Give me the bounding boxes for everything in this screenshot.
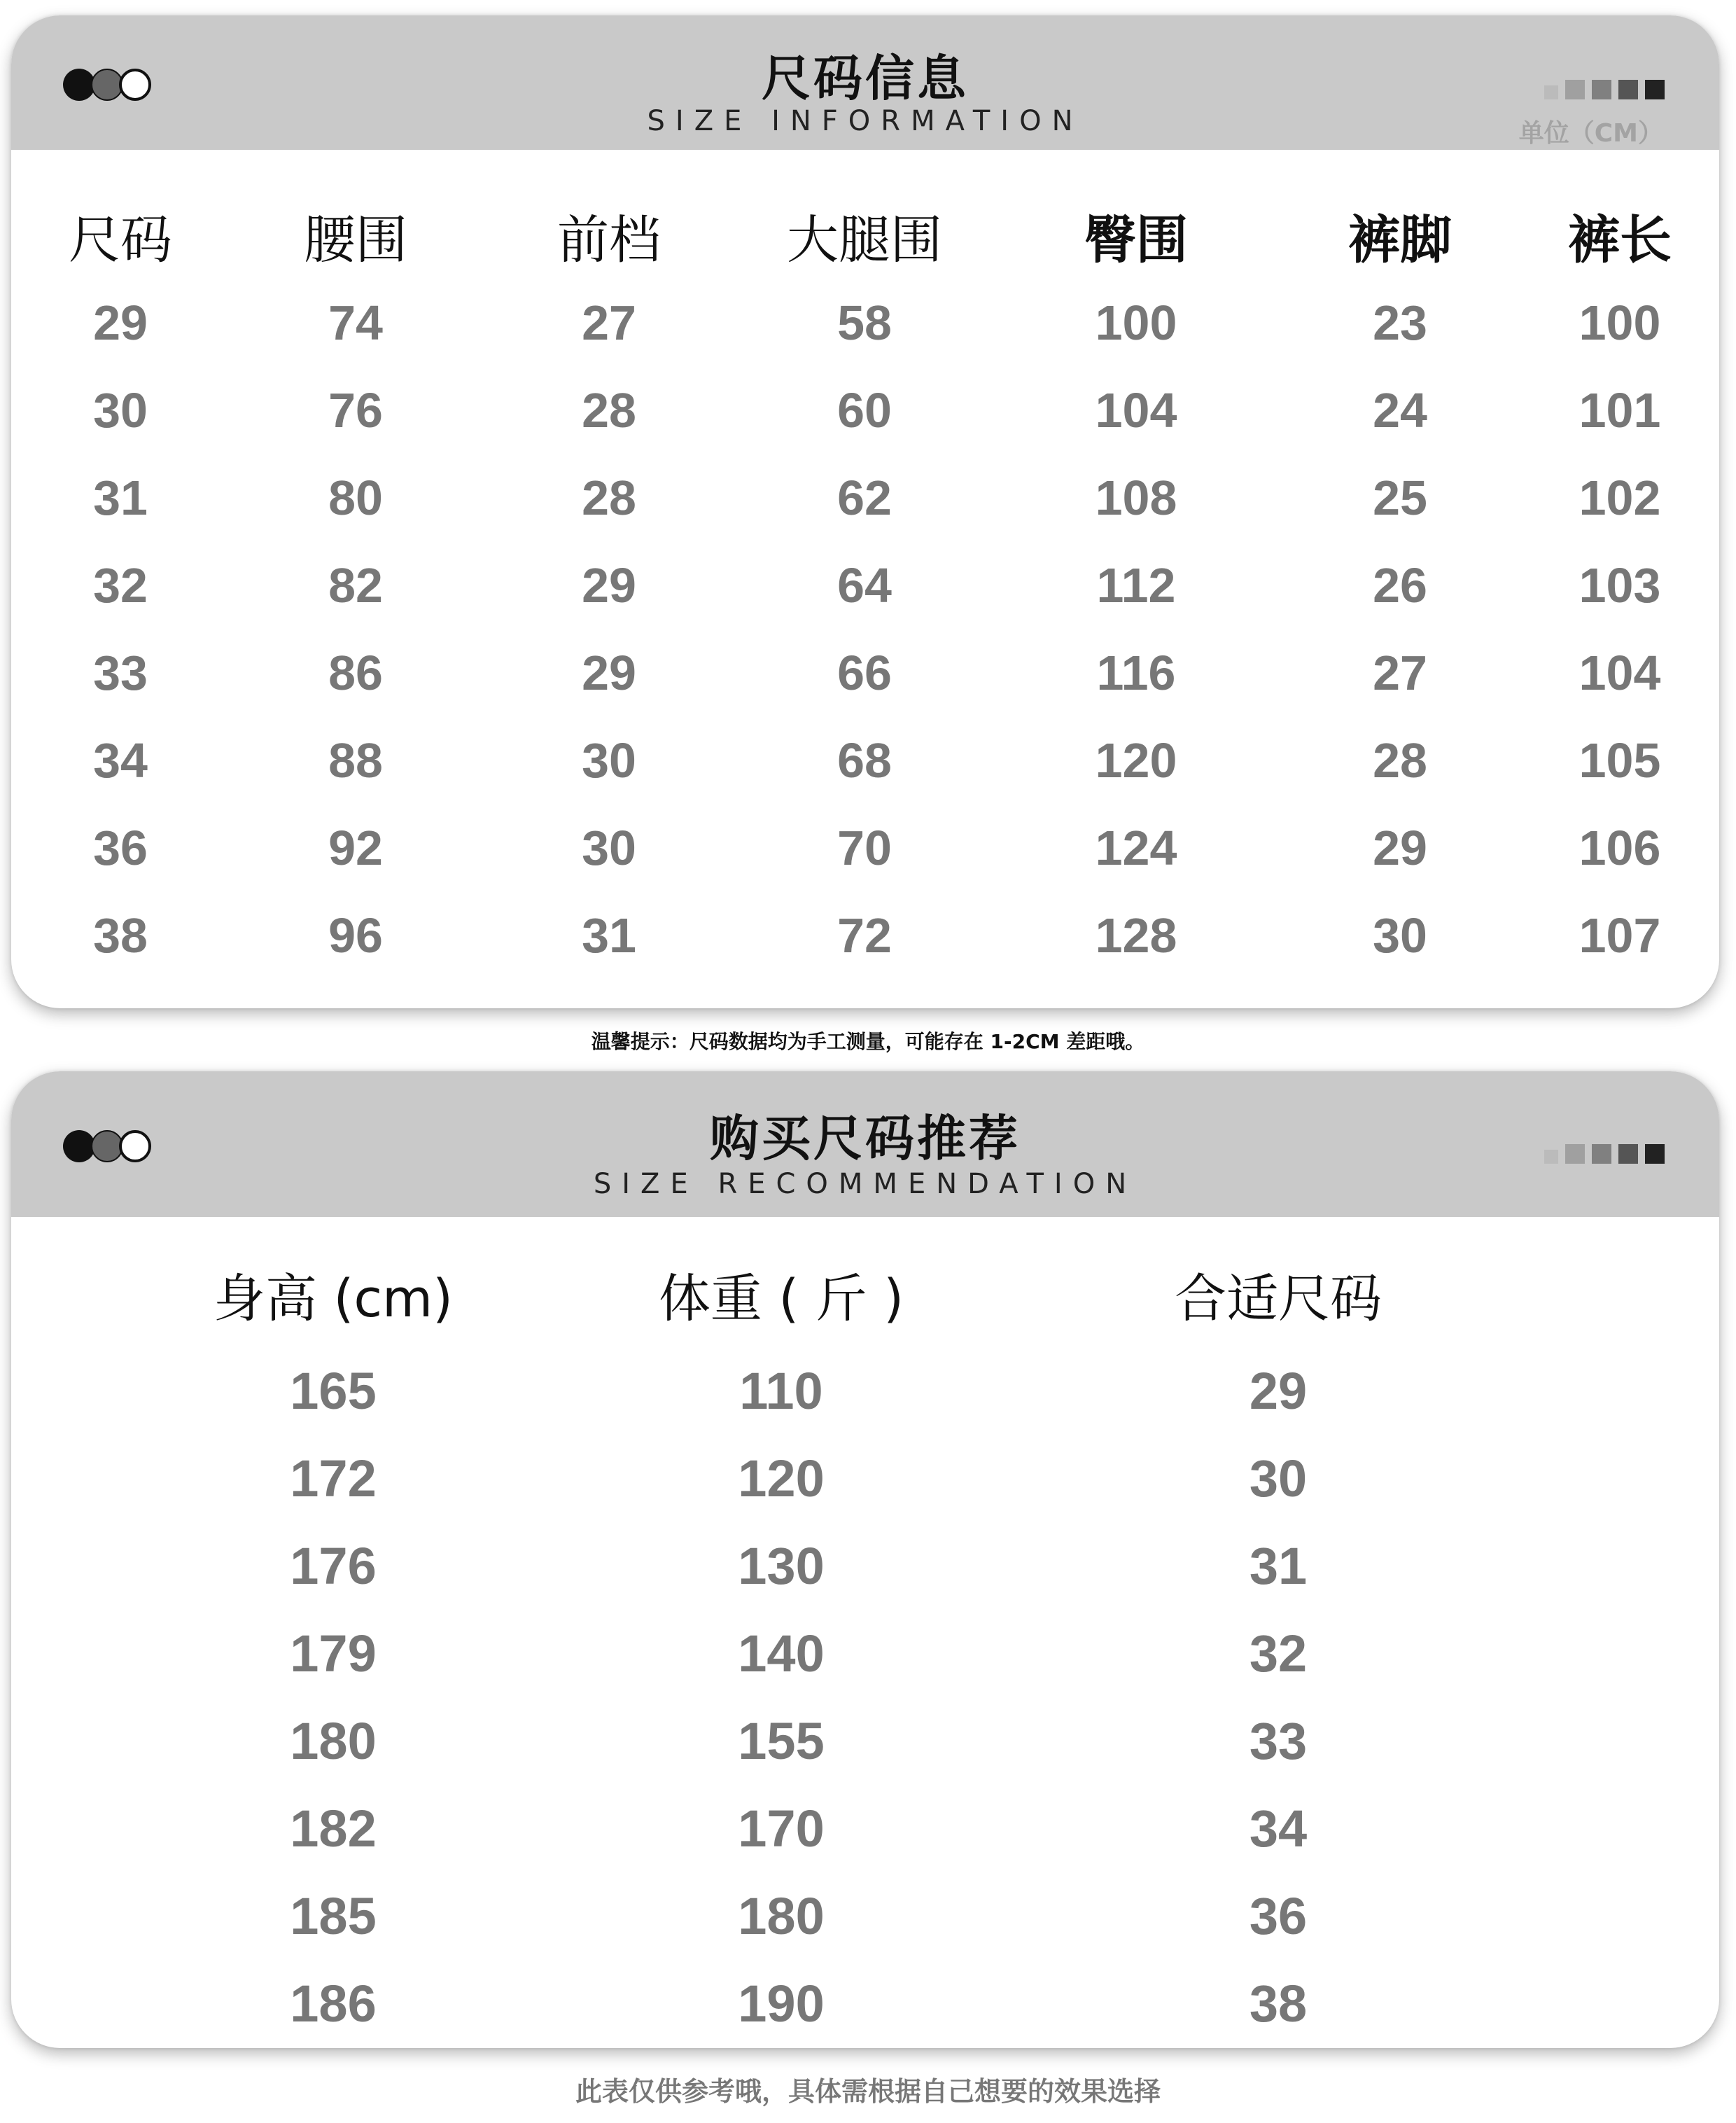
table-cell: 76 — [328, 382, 383, 438]
table-cell: 27 — [1373, 645, 1427, 700]
table-row — [11, 541, 1719, 629]
table-cell: 58 — [837, 295, 892, 350]
column-header: 体重 ( 斤 ) — [658, 1269, 904, 1329]
table-cell: 104 — [1095, 382, 1177, 438]
size-recommendation-header — [11, 1071, 1719, 1217]
table-cell: 92 — [328, 820, 383, 875]
table-cell: 60 — [837, 382, 892, 438]
table-cell: 124 — [1095, 820, 1177, 875]
measurement-tip: 温馨提示：尺码数据均为手工测量，可能存在 1-2CM 差距哦。 — [591, 1030, 1145, 1053]
table-cell: 80 — [328, 470, 383, 525]
table-cell: 68 — [837, 732, 892, 788]
table-cell: 180 — [738, 1887, 825, 1945]
table-cell: 36 — [1249, 1887, 1308, 1945]
table-cell: 31 — [1249, 1537, 1308, 1595]
table-cell: 30 — [582, 820, 636, 875]
table-cell: 140 — [738, 1624, 825, 1683]
column-header: 尺码 — [69, 210, 172, 270]
table-cell: 182 — [290, 1800, 377, 1858]
table-cell: 27 — [582, 295, 636, 350]
table-cell: 23 — [1373, 295, 1427, 350]
table-cell: 25 — [1373, 470, 1427, 525]
size-info-title: 尺码信息 — [762, 50, 969, 107]
bars-icon — [1537, 80, 1665, 99]
column-header: 臀围 — [1084, 210, 1188, 270]
table-row — [11, 1872, 1719, 1960]
size-info-card — [11, 15, 1719, 1008]
column-header: 前档 — [557, 210, 661, 270]
table-cell: 30 — [582, 732, 636, 788]
table-row — [11, 1697, 1719, 1785]
table-cell: 28 — [1373, 732, 1427, 788]
table-cell: 82 — [328, 557, 383, 613]
table-cell: 120 — [738, 1449, 825, 1508]
column-header: 裤脚 — [1348, 210, 1452, 270]
table-cell: 70 — [837, 820, 892, 875]
column-header: 身高 (cm) — [213, 1269, 454, 1329]
table-cell: 170 — [738, 1800, 825, 1858]
size-recommendation-title: 购买尺码推荐 — [710, 1110, 1021, 1167]
table-row — [11, 629, 1719, 716]
table-row — [11, 454, 1719, 541]
column-header: 腰围 — [304, 210, 407, 270]
table-cell: 155 — [738, 1712, 825, 1770]
table-cell: 64 — [837, 557, 892, 613]
table-cell: 28 — [582, 382, 636, 438]
table-cell: 29 — [582, 645, 636, 700]
reference-note: 此表仅供参考哦，具体需根据自己想要的效果选择 — [575, 2076, 1161, 2107]
table-cell: 30 — [1249, 1449, 1308, 1508]
table-cell: 105 — [1578, 732, 1661, 788]
table-cell: 30 — [93, 382, 148, 438]
table-cell: 96 — [328, 907, 383, 963]
table-cell: 38 — [1249, 1975, 1308, 2033]
table-cell: 179 — [290, 1624, 377, 1683]
table-row — [11, 1435, 1719, 1522]
table-row — [11, 1610, 1719, 1697]
table-cell: 38 — [93, 907, 148, 963]
size-recommendation-subtitle: SIZE RECOMMENDATION — [593, 1168, 1138, 1200]
table-row — [11, 804, 1719, 891]
table-cell: 31 — [582, 907, 636, 963]
table-cell: 190 — [738, 1975, 825, 2033]
table-cell: 106 — [1578, 820, 1661, 875]
table-cell: 104 — [1578, 645, 1661, 700]
table-cell: 88 — [328, 732, 383, 788]
table-cell: 110 — [739, 1362, 823, 1420]
table-cell: 186 — [290, 1975, 377, 2033]
table-cell: 165 — [290, 1362, 377, 1420]
table-cell: 102 — [1578, 470, 1661, 525]
table-row — [11, 891, 1719, 979]
table-cell: 26 — [1373, 557, 1427, 613]
table-cell: 30 — [1373, 907, 1427, 963]
table-cell: 107 — [1578, 907, 1661, 963]
column-header: 合适尺码 — [1175, 1269, 1382, 1329]
table-row — [11, 279, 1719, 366]
table-cell: 100 — [1578, 295, 1661, 350]
size-recommendation-card — [11, 1071, 1719, 2048]
table-cell: 32 — [93, 557, 148, 613]
table-cell: 29 — [1249, 1362, 1308, 1420]
table-cell: 28 — [582, 470, 636, 525]
table-cell: 34 — [1249, 1800, 1308, 1858]
table-cell: 74 — [328, 295, 383, 350]
table-cell: 101 — [1578, 382, 1661, 438]
table-cell: 116 — [1096, 645, 1176, 700]
table-row — [11, 1347, 1719, 1435]
table-cell: 29 — [1373, 820, 1427, 875]
table-row — [11, 1785, 1719, 1872]
table-cell: 100 — [1095, 295, 1177, 350]
column-header: 大腿围 — [787, 210, 942, 270]
table-cell: 180 — [290, 1712, 377, 1770]
size-recommendation-table — [11, 1258, 1719, 2047]
table-header-row — [11, 1258, 1719, 1347]
table-cell: 36 — [93, 820, 148, 875]
table-row — [11, 1960, 1719, 2047]
table-cell: 72 — [837, 907, 892, 963]
table-cell: 172 — [290, 1449, 377, 1508]
table-cell: 29 — [93, 295, 148, 350]
unit-label: 单位（CM） — [1518, 119, 1663, 148]
table-row — [11, 716, 1719, 804]
size-info-table — [11, 199, 1719, 979]
table-cell: 120 — [1095, 732, 1177, 788]
size-info-subtitle: SIZE INFORMATION — [647, 105, 1084, 137]
table-cell: 66 — [837, 645, 892, 700]
table-cell: 33 — [93, 645, 148, 700]
table-cell: 33 — [1249, 1712, 1308, 1770]
bars-icon — [1537, 1144, 1665, 1164]
table-cell: 34 — [93, 732, 148, 788]
table-row — [11, 366, 1719, 454]
table-cell: 176 — [290, 1537, 377, 1595]
column-header: 裤长 — [1568, 210, 1672, 270]
table-cell: 32 — [1249, 1624, 1308, 1683]
table-row — [11, 1522, 1719, 1610]
table-cell: 108 — [1095, 470, 1177, 525]
table-cell: 103 — [1578, 557, 1661, 613]
table-cell: 24 — [1373, 382, 1427, 438]
table-header-row — [11, 199, 1719, 279]
table-cell: 128 — [1095, 907, 1177, 963]
table-cell: 62 — [837, 470, 892, 525]
table-cell: 29 — [582, 557, 636, 613]
table-cell: 130 — [738, 1537, 825, 1595]
table-cell: 185 — [290, 1887, 377, 1945]
table-cell: 86 — [328, 645, 383, 700]
table-cell: 31 — [93, 470, 148, 525]
table-cell: 112 — [1096, 557, 1176, 613]
size-info-header — [11, 15, 1719, 150]
